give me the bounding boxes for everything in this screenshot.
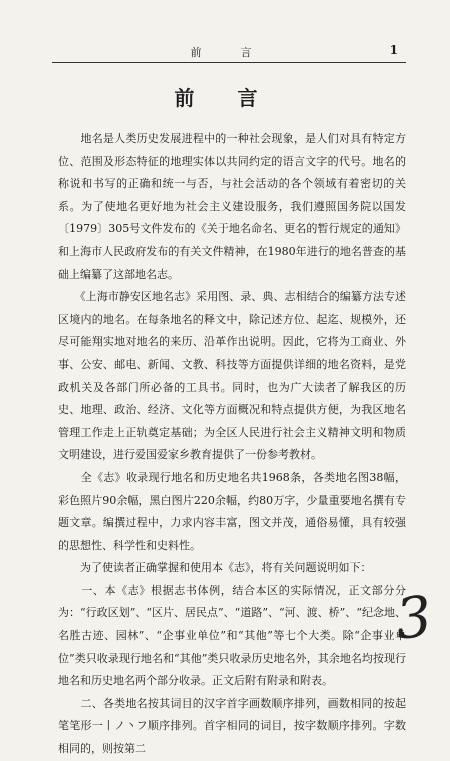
paragraph xyxy=(58,286,406,467)
paragraph-text: 二、各类地名按其词目的汉字首字画数顺序排列，画数相同的按起笔笔形一丨ノ丶フ顺序排列。首字相同的词目，按字数顺序排列。字数相同的，则按第二 xyxy=(58,696,406,756)
paragraph xyxy=(58,557,406,580)
body-text xyxy=(58,128,406,761)
handwritten-page-mark: 3 xyxy=(393,584,436,653)
page-title: 前 言 xyxy=(174,86,276,110)
running-title: 前 言 xyxy=(190,46,266,59)
paragraph xyxy=(58,580,406,693)
paragraph-text: 全《志》收录现行地名和历史地名共1968条，各类地名图38幅，彩色照片90余幅，黑白图片220余幅，约80万字，少量重要地名撰有专题文章。编撰过程中，力求内容丰富，图文并茂，通俗易懂，具有较强的思想性、科学性和史料性。 xyxy=(58,470,407,552)
paragraph xyxy=(58,693,406,761)
paragraph-text: 地名是人类历史发展进程中的一种社会现象，是人们对具有特定方位、范围及形态特征的地理实体以共同约定的语言文字的代号。地名的称说和书写的正确和统一与否，与社会活动的各个领域有着密切的关系。为了使地名更好地为社会主义建设服务，我们遵照国务院以国发〔1979〕305号文件发布的《关于地名命名、更名的暂行规定的通知》和上海市人民政府发布的有关文件精神，在1980年进行的地名普查的基础上编纂了这部地名志。 xyxy=(58,132,406,281)
paragraph xyxy=(58,467,406,557)
header-rule xyxy=(52,62,406,63)
paragraph-text: 《上海市静安区地名志》采用图、录、典、志相结合的编纂方法专述区境内的地名。在每条地名的释文中，除记述方位、起迄、规模外，还尽可能翔实地对地名的来历、沿革作出说明。因此，它将为工商业、外事、公安、邮电、新闻、文教、科技等方面提供详细的地名资料，是党政机关及各部门所必备的工具书。同时，也为广大读者了解我区的历史、地理、政治、经济、文化等方面概况和特点提供方便，为我区地名管理工作走上正轨奠定基础；为全区人民进行社会主义精神文明和物质文明建设，进行爱国爱家乡教育提供了一份参考教材。 xyxy=(58,290,407,462)
paragraph-indent xyxy=(58,561,80,574)
paragraph-text: 一、本《志》根据志书体例，结合本区的实际情况，正文部分分为：“行政区划”、“区片、居民点”、“道路”、“河、渡、桥”、“纪念地、名胜古迹、园林”、“企事业单位”和“其他”等七个大类。除“企事业单位”类只收录现行地名和“其他”类只收录历史地名外，其余地名均按现行地名和历史地名两个部分收录。正文后附有附录和附表。 xyxy=(58,583,407,688)
running-header xyxy=(58,44,398,60)
paragraph-text: 为了使读者正确掌握和使用本《志》，将有关问题说明如下： xyxy=(80,561,372,575)
paragraph-indent xyxy=(58,584,81,597)
paragraph-indent xyxy=(58,697,80,710)
paragraph-indent xyxy=(58,471,81,484)
page-number: 1 xyxy=(389,43,398,57)
paragraph xyxy=(58,128,406,286)
paragraph-indent xyxy=(58,132,80,145)
paragraph-indent xyxy=(58,290,80,303)
